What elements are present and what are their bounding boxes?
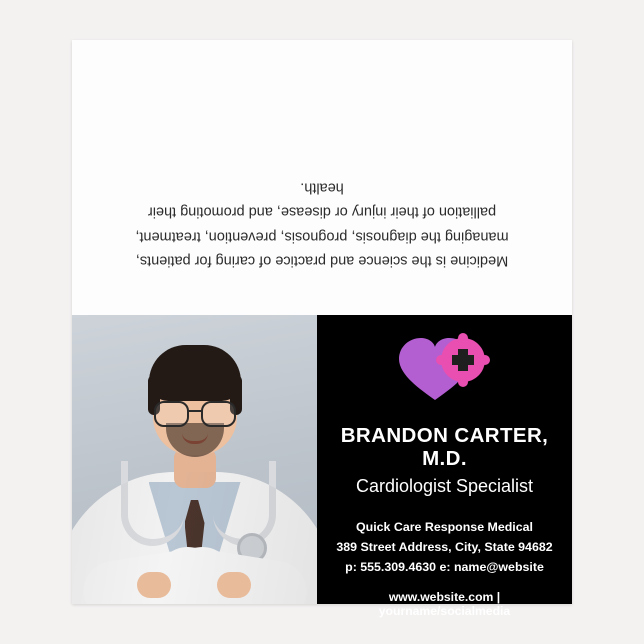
hand-left	[137, 572, 171, 598]
card-address: 389 Street Address, City, State 94682	[336, 539, 553, 554]
card-company: Quick Care Response Medical	[356, 519, 533, 534]
card-phone-email: p: 555.309.4630 e: name@website	[345, 560, 544, 575]
logo-dot-bottom	[458, 377, 468, 387]
lens-right	[201, 401, 236, 427]
card-front-row	[72, 315, 572, 619]
logo-dot-top	[458, 333, 468, 343]
glasses-bridge	[187, 410, 203, 412]
logo-dot-left	[436, 355, 446, 365]
logo-container	[331, 315, 558, 423]
card-info-panel	[317, 315, 572, 619]
lens-left	[154, 401, 189, 427]
eyeglasses-icon	[154, 401, 236, 423]
business-card	[72, 40, 572, 619]
card-job-title: Cardiologist Specialist	[355, 476, 534, 497]
doctor-portrait-photo	[72, 315, 317, 604]
card-back-paragraph: Medicine is the science and practice of caring for patients, managing the diagnosis, prognosis, prevention, treatment, palliation of their injury or disease, and promoting their health.	[135, 178, 509, 268]
card-name: BRANDON CARTER, M.D.	[340, 424, 549, 470]
heart-medical-cross-logo	[391, 330, 499, 408]
coat-shading	[72, 472, 317, 604]
logo-dot-right	[480, 355, 490, 365]
card-contact-block	[331, 517, 558, 577]
card-back-panel	[72, 40, 572, 315]
hand-right	[217, 572, 251, 598]
hair	[149, 345, 241, 401]
card-social: www.website.com | yourname/socialmedia	[378, 590, 511, 619]
